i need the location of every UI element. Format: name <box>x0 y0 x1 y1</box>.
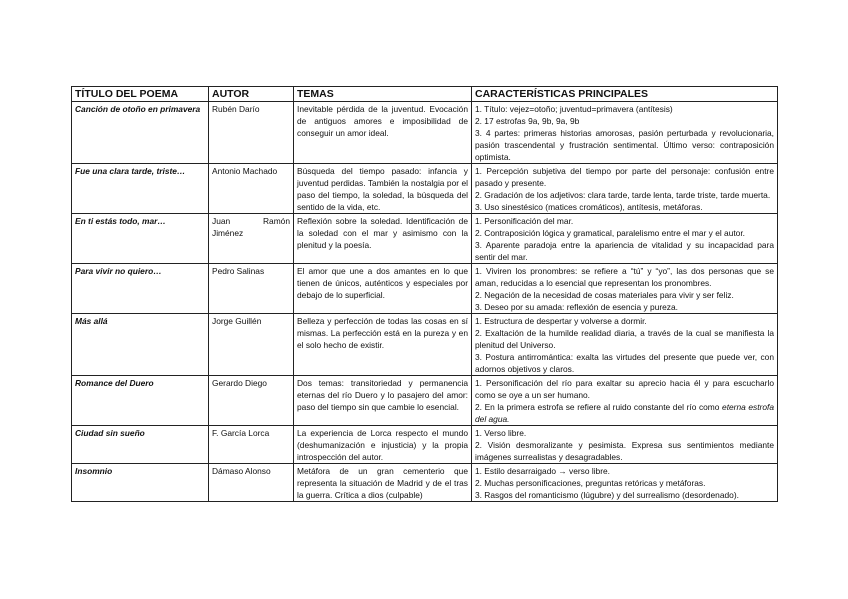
table-row <box>72 314 778 376</box>
poem-title: Más allá <box>72 314 209 376</box>
poem-author: Dámaso Alonso <box>209 464 294 502</box>
poem-themes: Belleza y perfección de todas las cosas en sí mismas. La perfección está en la pureza y en el solo hecho de existir. <box>294 314 472 376</box>
table-row <box>72 264 778 314</box>
table-row <box>72 102 778 164</box>
header-autor: AUTOR <box>209 87 294 102</box>
poem-title: Canción de otoño en primavera <box>72 102 209 164</box>
poem-author: Antonio Machado <box>209 164 294 214</box>
characteristic-item: 3. 4 partes: primeras historias amorosas, pasión perturbada y revolucionaria, pasión trascendental y frustración sentimental. Último verso: contraposición optimista. <box>475 128 774 162</box>
characteristic-item: 2. Gradación de los adjetivos: clara tarde, tarde lenta, tarde triste, tarde muerta. <box>475 190 771 200</box>
characteristic-item: 2. Negación de la necesidad de cosas materiales para vivir y ser feliz. <box>475 290 734 300</box>
poem-characteristics <box>472 464 778 502</box>
table-row <box>72 214 778 264</box>
poem-author: Rubén Darío <box>209 102 294 164</box>
poem-themes: La experiencia de Lorca respecto el mundo (deshumanización e injusticia) y la propia introspección del autor. <box>294 426 472 464</box>
header-row <box>72 87 778 102</box>
characteristic-item: 3. Aparente paradoja entre la apariencia de vitalidad y su incapacidad para sentir del mar. <box>475 240 774 262</box>
characteristic-item: 1. Percepción subjetiva del tiempo por parte del personaje: confusión entre pasado y presente. <box>475 166 774 188</box>
characteristic-item: 1. Verso libre. <box>475 428 527 438</box>
characteristic-item <box>475 401 774 425</box>
characteristic-emphasis: eterna estrofa del agua. <box>475 402 774 424</box>
table-row <box>72 464 778 502</box>
characteristic-item: 1. Estilo desarraigado → verso libre. <box>475 466 610 476</box>
poem-title: Ciudad sin sueño <box>72 426 209 464</box>
characteristic-item: 2. Visión desmoralizante y pesimista. Expresa sus sentimientos mediante imágenes surrealistas y desagradables. <box>475 440 774 462</box>
poem-themes: Inevitable pérdida de la juventud. Evocación de antiguos amores e imposibilidad de conseguir un amor ideal. <box>294 102 472 164</box>
characteristic-item: 3. Postura antirromántica: exalta las virtudes del presente que puede ver, con adornos objetivos y claros. <box>475 352 774 374</box>
characteristic-item: 1. Personificación del mar. <box>475 216 574 226</box>
poems-table <box>71 86 778 502</box>
poem-themes: Dos temas: transitoriedad y permanencia eternas del río Duero y lo pasajero del amor: paso del tiempo sin que cambie lo esencial. <box>294 376 472 426</box>
poem-characteristics <box>472 164 778 214</box>
poem-author: F. García Lorca <box>209 426 294 464</box>
poem-themes: Reflexión sobre la soledad. Identificación de la soledad con el mar y asimismo con la plenitud y la poesía. <box>294 214 472 264</box>
table-row <box>72 426 778 464</box>
characteristic-text: 2. En la primera estrofa se refiere al ruido constante del río como <box>475 402 723 412</box>
table-row <box>72 376 778 426</box>
poem-title: Insomnio <box>72 464 209 502</box>
characteristic-item: 1. Título: vejez=otoño; juventud=primavera (antítesis) <box>475 104 673 114</box>
poem-author: Gerardo Diego <box>209 376 294 426</box>
characteristic-item: 1. Estructura de despertar y volverse a dormir. <box>475 316 647 326</box>
poem-characteristics <box>472 214 778 264</box>
poem-characteristics <box>472 426 778 464</box>
poem-themes: Búsqueda del tiempo pasado: infancia y juventud perdidas. También la nostalgia por el paso del tiempo, la soledad, la búsqueda del sentido de la vida, etc. <box>294 164 472 214</box>
poem-author: Jorge Guillén <box>209 314 294 376</box>
characteristic-item: 3. Rasgos del romanticismo (lúgubre) y del surrealismo (desordenado). <box>475 490 739 500</box>
header-caracteristicas: CARACTERÍSTICAS PRINCIPALES <box>472 87 778 102</box>
header-titulo: TÍTULO DEL POEMA <box>72 87 209 102</box>
poem-characteristics <box>472 102 778 164</box>
poem-themes: Metáfora de un gran cementerio que representa la situación de Madrid y de el tras la guerra. Crítica a dios (culpable) <box>294 464 472 502</box>
characteristic-item: 1. Personificación del río para exaltar su aprecio hacia él y para escucharlo como se oye a un ser humano. <box>475 378 774 400</box>
poem-characteristics <box>472 314 778 376</box>
document-page <box>71 86 777 502</box>
poem-author: Juan Ramón Jiménez <box>209 214 294 264</box>
characteristic-item: 3. Deseo por su amada: reflexión de esencia y pureza. <box>475 302 678 312</box>
header-temas: TEMAS <box>294 87 472 102</box>
poem-title: En ti estás todo, mar… <box>72 214 209 264</box>
characteristic-item: 2. 17 estrofas 9a, 9b, 9a, 9b <box>475 116 580 126</box>
poem-title: Fue una clara tarde, triste… <box>72 164 209 214</box>
poem-author: Pedro Salinas <box>209 264 294 314</box>
characteristic-item: 2. Muchas personificaciones, preguntas retóricas y metáforas. <box>475 478 706 488</box>
characteristic-item: 2. Contraposición lógica y gramatical, paralelismo entre el mar y el autor. <box>475 228 745 238</box>
poem-title: Romance del Duero <box>72 376 209 426</box>
poem-title: Para vivir no quiero… <box>72 264 209 314</box>
poem-characteristics <box>472 264 778 314</box>
characteristic-item: 2. Exaltación de la humilde realidad diaria, a través de la cual se manifiesta la plenitud del Universo. <box>475 328 774 350</box>
poem-themes: El amor que une a dos amantes en lo que tienen de únicos, auténticos y especiales por debajo de lo superficial. <box>294 264 472 314</box>
poem-characteristics <box>472 376 778 426</box>
characteristic-item: 1. Viviren los pronombres: se refiere a “tú” y “yo”, las dos personas que se aman, reducidas a lo esencial que representan los pronombres. <box>475 266 774 288</box>
characteristic-item: 3. Uso sinestésico (matices cromáticos), antítesis, metáforas. <box>475 202 703 212</box>
table-row <box>72 164 778 214</box>
